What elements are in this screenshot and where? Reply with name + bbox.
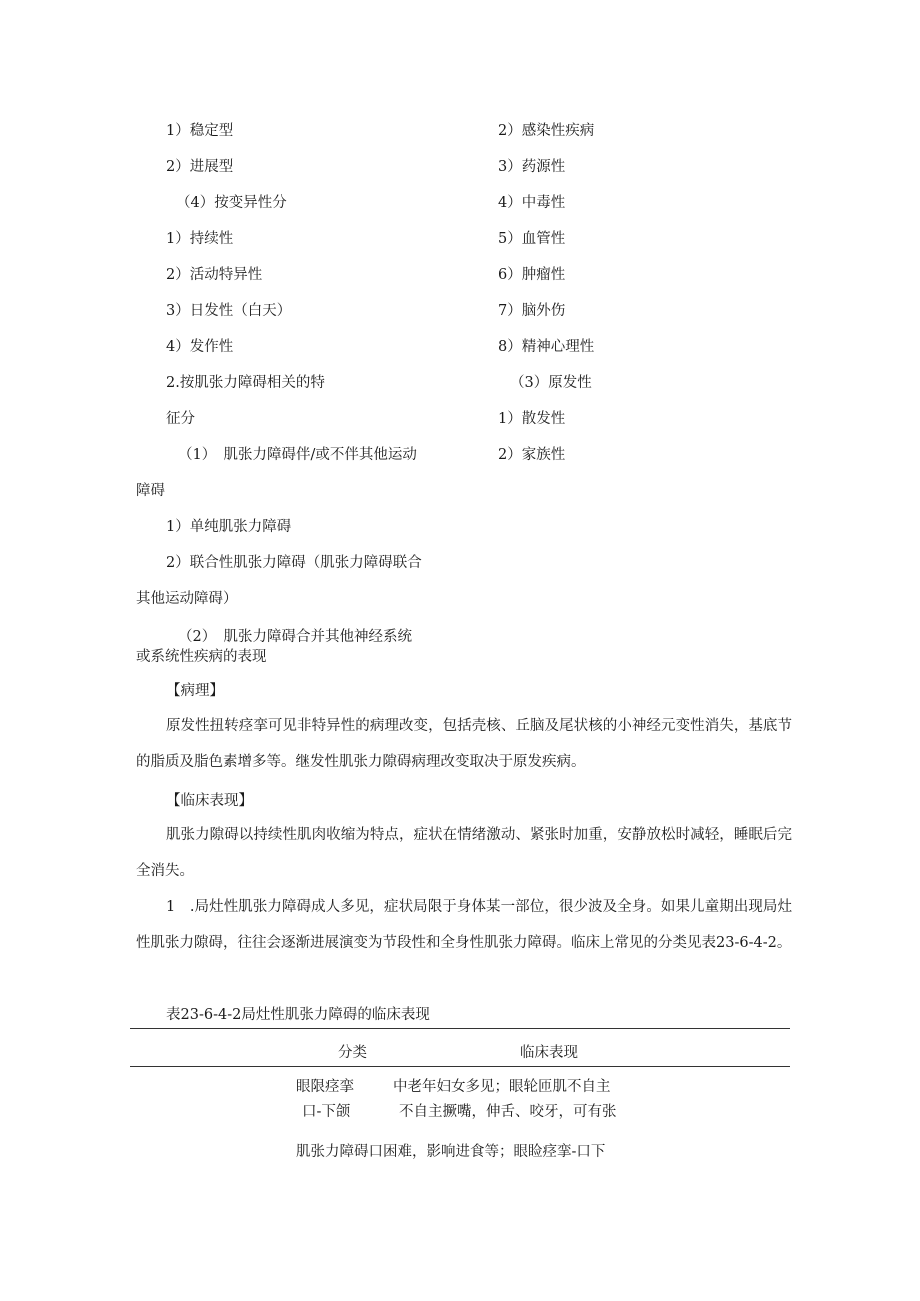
list-item: 1）稳定型: [166, 123, 234, 139]
list-item: 或系统性疾病的表现: [136, 649, 267, 665]
table-header-rule: [130, 1066, 790, 1067]
list-item: 7）脑外伤: [498, 303, 566, 319]
list-item: 征分: [166, 411, 195, 427]
list-item: 3）药源性: [498, 159, 566, 175]
list-item: （1） 肌张力障碍伴/或不伴其他运动: [178, 447, 417, 463]
list-item: 1）单纯肌张力障碍: [166, 519, 292, 535]
list-item: 障碍: [136, 483, 165, 499]
table-cell: 口-下颌: [302, 1104, 351, 1120]
list-item: 其他运动障碍）: [136, 591, 238, 607]
list-item: 3）日发性（白天）: [166, 303, 292, 319]
table-caption: 表23-6-4-2局灶性肌张力障碍的临床表现: [166, 1007, 430, 1023]
list-item: 2）感染性疾病: [498, 123, 595, 139]
list-item: 1）散发性: [498, 411, 566, 427]
list-item: 2）进展型: [166, 159, 234, 175]
list-item: 8）精神心理性: [498, 339, 595, 355]
table-cell: 中老年妇女多见；眼轮匝肌不自主: [393, 1079, 611, 1095]
table-cell: 不自主撅嘴，伸舌、咬牙，可有张: [399, 1104, 617, 1120]
list-item: 5）血管性: [498, 231, 566, 247]
list-item: 2）活动特异性: [166, 267, 263, 283]
list-item: （4）按变异性分: [176, 195, 287, 211]
list-item: 1）持续性: [166, 231, 234, 247]
section-heading-clinical: 【临床表现】: [166, 793, 253, 809]
section-heading-pathology: 【病理】: [166, 683, 224, 699]
list-item: （3）原发性: [510, 375, 592, 391]
list-item: 2）联合性肌张力障碍（肌张力障碍联合: [166, 555, 422, 571]
list-item: （2） 肌张力障碍合并其他神经系统: [178, 629, 412, 645]
list-item: 2.按肌张力障碍相关的特: [166, 375, 325, 391]
list-item: 4）中毒性: [498, 195, 566, 211]
table-top-rule: [130, 1028, 790, 1029]
list-item: 4）发作性: [166, 339, 234, 355]
paragraph-clinical: 肌张力隙碍以持续性肌肉收缩为特点，症状在情绪激动、紧张时加重，安静放松时减轻，睡眠后完全消失。: [136, 827, 792, 879]
table-header-clinical: 临床表现: [520, 1045, 578, 1061]
table-cell: 眼限痉挛: [296, 1079, 354, 1095]
paragraph-clinical-item1: 1 .局灶性肌张力障碍成人多见，症状局限于身体某一部位，很少波及全身。如果儿童期出现局灶性肌张力隙碍，往往会逐渐进展演变为节段性和全身性肌张力障碍。临床上常见的分类见表23-6-4-2。: [136, 899, 792, 951]
list-item: 6）肿瘤性: [498, 267, 566, 283]
paragraph-pathology: 原发性扭转痉挛可见非特异性的病理改变，包括壳核、丘脑及尾状核的小神经元变性消失，基底节的脂质及脂色素增多等。继发性肌张力隙碍病理改变取决于原发疾病。: [136, 718, 792, 770]
list-item: 2）家族性: [498, 447, 566, 463]
table-header-category: 分类: [338, 1045, 367, 1061]
table-continuation: 肌张力障碍口困难，影响进食等；眼睑痉挛-口下: [296, 1144, 606, 1160]
